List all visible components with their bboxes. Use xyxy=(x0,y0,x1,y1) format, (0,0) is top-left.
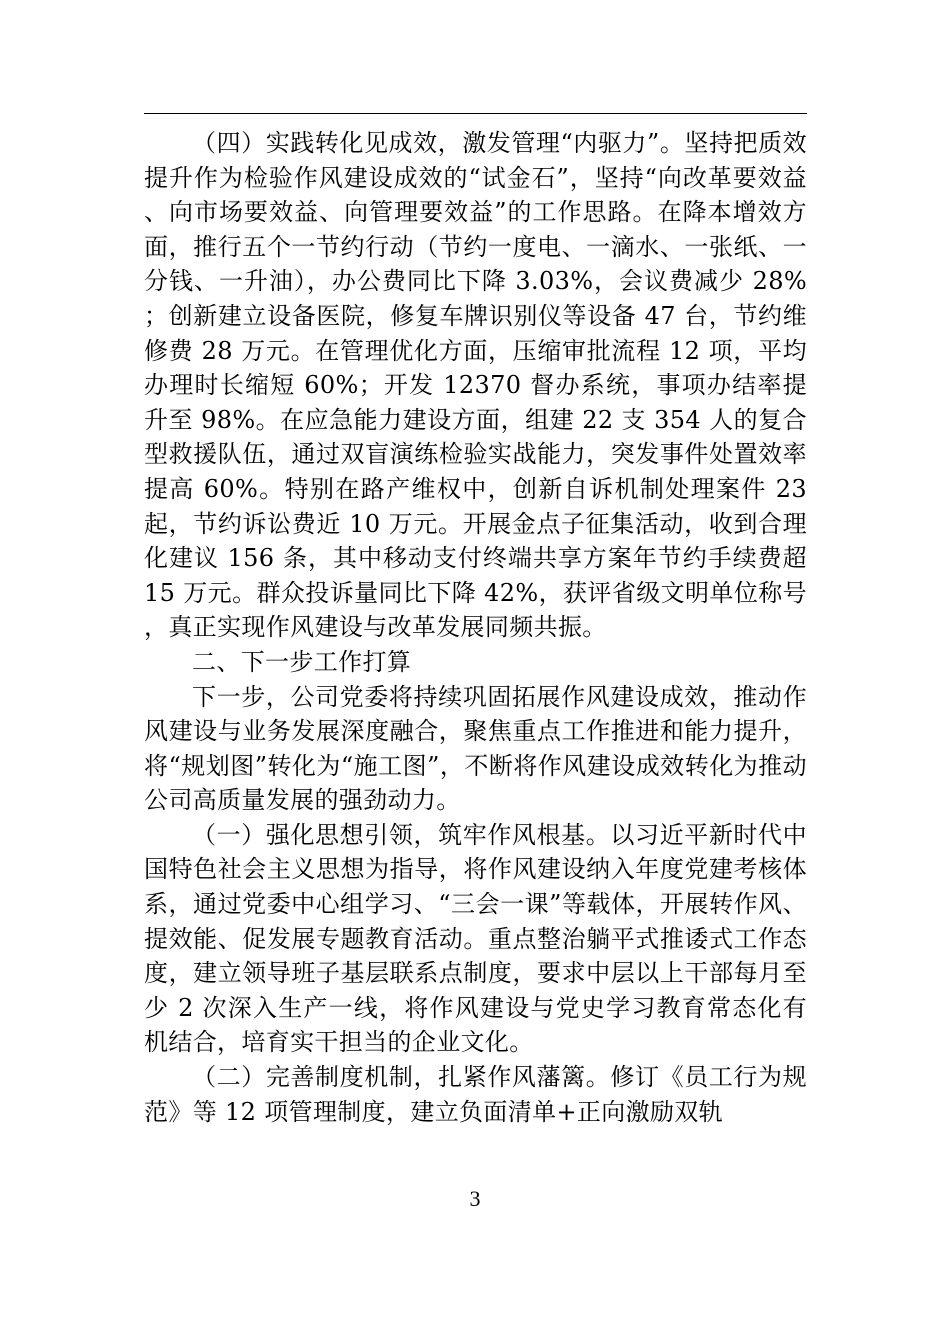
paragraph-institutional-mechanisms: （二）完善制度机制，扎紧作风藩篱。修订《员工行为规范》等 12 项管理制度，建立负面清单+正向激励双轨 xyxy=(144,1063,807,1126)
paragraph-ideological-guidance: （一）强化思想引领，筑牢作风根基。以习近平新时代中国特色社会主义思想为指导，将作风建设纳入年度党建考核体系，通过党委中心组学习、“三会一课”等载体，开展转作风、提效能、促发展专题教育活动。重点整治躺平式推诿式工作态度，建立领导班子基层联系点制度，要求中层以上干部每月至少 2 次深入生产一线，将作风建设与党史学习教育常态化有机结合，培育实干担当的企业文化。 xyxy=(144,820,807,1057)
paragraph-next-steps-intro: 下一步，公司党委将持续巩固拓展作风建设成效，推动作风建设与业务发展深度融合，聚焦重点工作推进和能力提升，将“规划图”转化为“施工图”，不断将作风建设成效转化为推动公司高质量发展的强劲动力。 xyxy=(144,682,807,815)
document-body xyxy=(144,126,807,1129)
header-rule xyxy=(144,113,807,114)
page-number: 3 xyxy=(469,1186,481,1211)
paragraph-practice-results: （四）实践转化见成效，激发管理“内驱力”。坚持把质效提升作为检验作风建设成效的“试金石”，坚持“向改革要效益、向市场要效益、向管理要效益”的工作思路。在降本增效方面，推行五个一节约行动（节约一度电、一滴水、一张纸、一分钱、一升油），办公费同比下降 3.03%，会议费减少 28%；创新建立设备医院，修复车牌识别仪等设备 47 台，节约维修费 28 万元。在管理优化方面，压缩审批流程 12 项，平均办理时长缩短 60%；开发 12370 督办系统，事项办结率提升至 98%。在应急能力建设方面，组建 22 支 354 人的复合型救援队伍，通过双盲演练检验实战能力，突发事件处置效率提高 60%。特别在路产维权中，创新自诉机制处理案件 23 起，节约诉讼费近 10 万元。开展金点子征集活动，收到合理化建议 156 条，其中移动支付终端共享方案年节约手续费超 15 万元。群众投诉量同比下降 42%，获评省级文明单位称号，真正实现作风建设与改革发展同频共振。 xyxy=(144,129,807,642)
section-heading-next-steps: 二、下一步工作打算 xyxy=(192,647,412,676)
